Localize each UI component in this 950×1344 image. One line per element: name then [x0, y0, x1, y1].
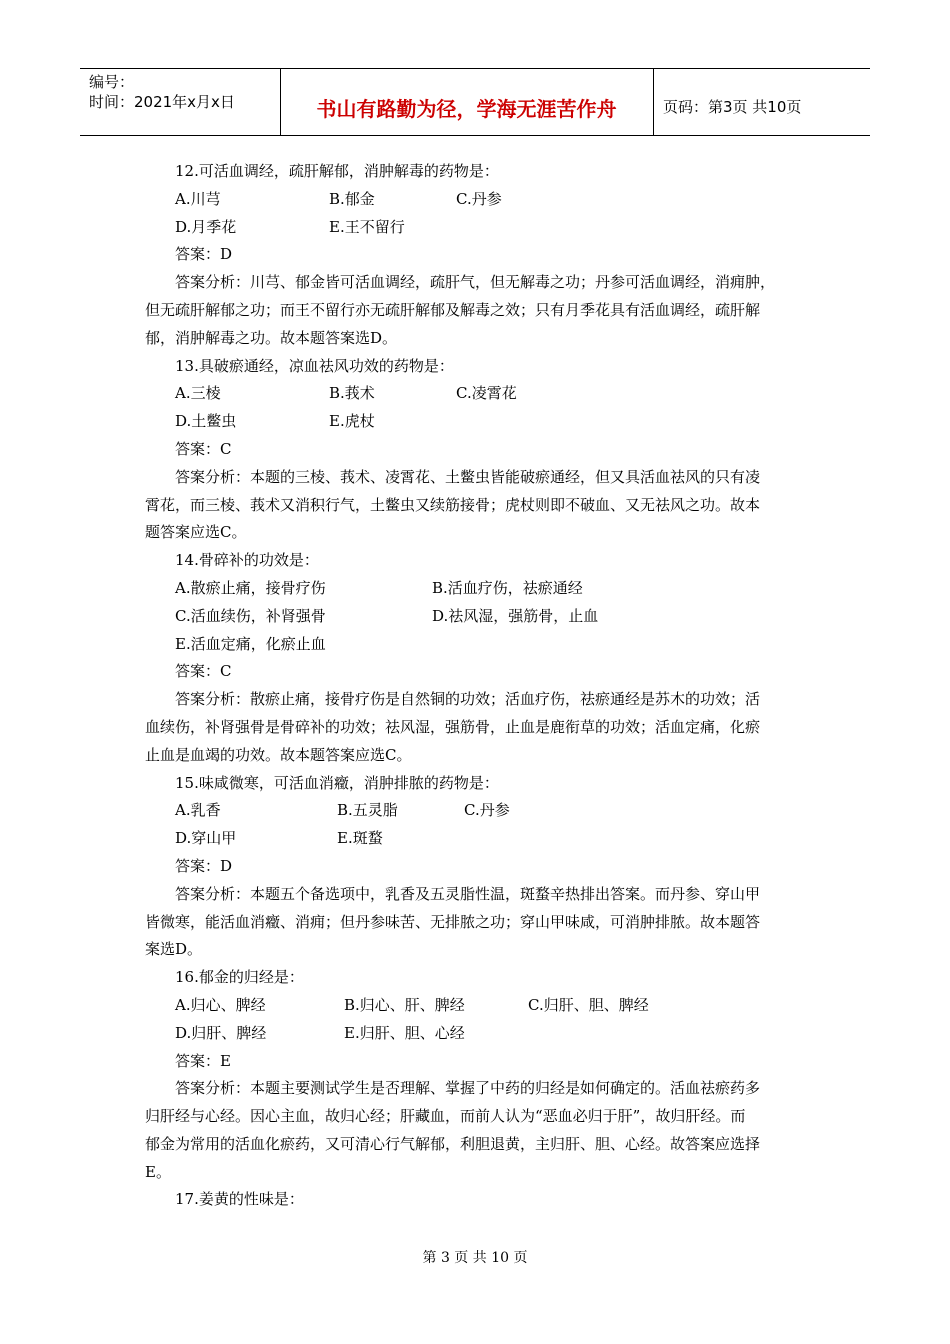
analysis-line: 归肝经与心经。因心主血，故归心经；肝藏血，而前人认为“恶血必归于肝”，故归肝经。而: [145, 1107, 746, 1126]
option: B.莪术: [329, 384, 375, 403]
option: D.归肝、脾经: [175, 1023, 267, 1042]
question-stem: 16.郁金的归经是：: [175, 968, 304, 987]
date-label: 时间：2021年x月x日: [89, 93, 235, 111]
option: A.散瘀止痛，接骨疗伤: [175, 578, 326, 597]
analysis-line: 皆微寒，能活血消癥、消痈；但丹参味苦、无排脓之功；穿山甲味咸，可消肿排脓。故本题答: [145, 912, 761, 931]
option: D.穿山甲: [175, 829, 237, 848]
page-footer: 第 3 页 共 10 页: [422, 1250, 528, 1266]
question-stem: 17.姜黄的性味是：: [175, 1190, 304, 1209]
option: A.乳香: [175, 801, 221, 820]
option: B.归心、肝、脾经: [344, 995, 465, 1014]
header-motto-cell: [280, 69, 654, 135]
option: C.凌霄花: [456, 384, 517, 403]
answer: 答案：C: [175, 662, 232, 681]
analysis-line: 答案分析：本题的三棱、莪术、凌霄花、土鳖虫皆能破瘀通经，但又具活血祛风的只有凌: [175, 467, 761, 486]
options-row: [145, 575, 810, 603]
options-row: [145, 408, 810, 436]
page-code: 页码：第3页 共10页: [663, 98, 802, 116]
option: B.五灵脂: [337, 801, 398, 820]
analysis-line: 郁，消肿解毒之功。故本题答案选D。: [145, 328, 398, 347]
question-stem: 13.具破瘀通经，凉血祛风功效的药物是：: [175, 356, 454, 375]
options-row: [145, 186, 810, 214]
analysis-line: 但无疏肝解郁之功；而王不留行亦无疏肝解郁及解毒之效；只有月季花具有活血调经，疏肝解: [145, 300, 761, 319]
answer: 答案：C: [175, 439, 232, 458]
header-page-cell: [653, 69, 870, 135]
analysis-line: 答案分析：本题五个备选项中，乳香及五灵脂性温，斑蝥辛热排出答案。而丹参、穿山甲: [175, 884, 761, 903]
analysis-line: 答案分析：川芎、郁金皆可活血调经，疏肝气，但无解毒之功；丹参可活血调经，消痈肿，: [175, 273, 776, 292]
answer: 答案：E: [175, 1051, 231, 1070]
analysis-line: 霄花，而三棱、莪术又消积行气，土鳖虫又续筋接骨；虎杖则即不破血、又无祛风之功。故本: [145, 495, 761, 514]
option: D.月季花: [175, 217, 237, 236]
motto: 书山有路勤为径，学海无涯苦作舟: [316, 97, 617, 121]
option: B.郁金: [329, 189, 375, 208]
options-row: [145, 603, 810, 631]
page-header: [80, 68, 870, 136]
analysis-line: 答案分析：散瘀止痛，接骨疗伤是自然铜的功效；活血疗伤，祛瘀通经是苏木的功效；活: [175, 690, 761, 709]
option: E.归肝、胆、心经: [344, 1023, 465, 1042]
option: D.祛风湿，强筋骨，止血: [432, 606, 599, 625]
option: E.斑蝥: [337, 829, 383, 848]
option: A.归心、脾经: [175, 995, 266, 1014]
question-stem: 14.骨碎补的功效是：: [175, 551, 319, 570]
header-meta-cell: [80, 69, 281, 135]
option: E.虎杖: [329, 412, 375, 431]
options-row: [145, 1020, 810, 1048]
code-label: 编号：: [89, 73, 135, 91]
option: C.丹参: [464, 801, 510, 820]
options-row: [145, 380, 810, 408]
analysis-line: 止血是血竭的功效。故本题答案应选C。: [145, 745, 412, 764]
analysis-line: 题答案应选C。: [145, 523, 247, 542]
options-row: [145, 797, 810, 825]
document-body: [145, 158, 810, 1214]
options-row: [145, 992, 810, 1020]
analysis-line: 答案分析：本题主要测试学生是否理解、掌握了中药的归经是如何确定的。活血祛瘀药多: [175, 1079, 761, 1098]
option: B.活血疗伤，祛瘀通经: [432, 578, 583, 597]
option: A.川芎: [175, 189, 221, 208]
analysis-line: 案选D。: [145, 940, 203, 959]
question-stem: 12.可活血调经，疏肝解郁，消肿解毒的药物是：: [175, 162, 499, 180]
option: E.活血定痛，化瘀止血: [175, 634, 326, 653]
analysis-line: 郁金为常用的活血化瘀药，又可清心行气解郁，利胆退黄，主归肝、胆、心经。故答案应选择: [145, 1134, 761, 1153]
options-row: [145, 214, 810, 242]
option: C.归肝、胆、脾经: [528, 995, 649, 1014]
option: D.土鳖虫: [175, 412, 237, 431]
answer: 答案：D: [175, 245, 233, 264]
option: C.活血续伤，补肾强骨: [175, 606, 326, 625]
option: A.三棱: [175, 384, 221, 403]
analysis-line: 血续伤，补肾强骨是骨碎补的功效；祛风湿，强筋骨，止血是鹿衔草的功效；活血定痛，化瘀: [145, 717, 761, 736]
question-stem: 15.味咸微寒，可活血消癥，消肿排脓的药物是：: [175, 773, 499, 792]
analysis-line: E。: [145, 1162, 171, 1181]
answer: 答案：D: [175, 856, 233, 875]
option: C.丹参: [456, 189, 502, 208]
options-row: [145, 825, 810, 853]
option: E.王不留行: [329, 217, 405, 236]
